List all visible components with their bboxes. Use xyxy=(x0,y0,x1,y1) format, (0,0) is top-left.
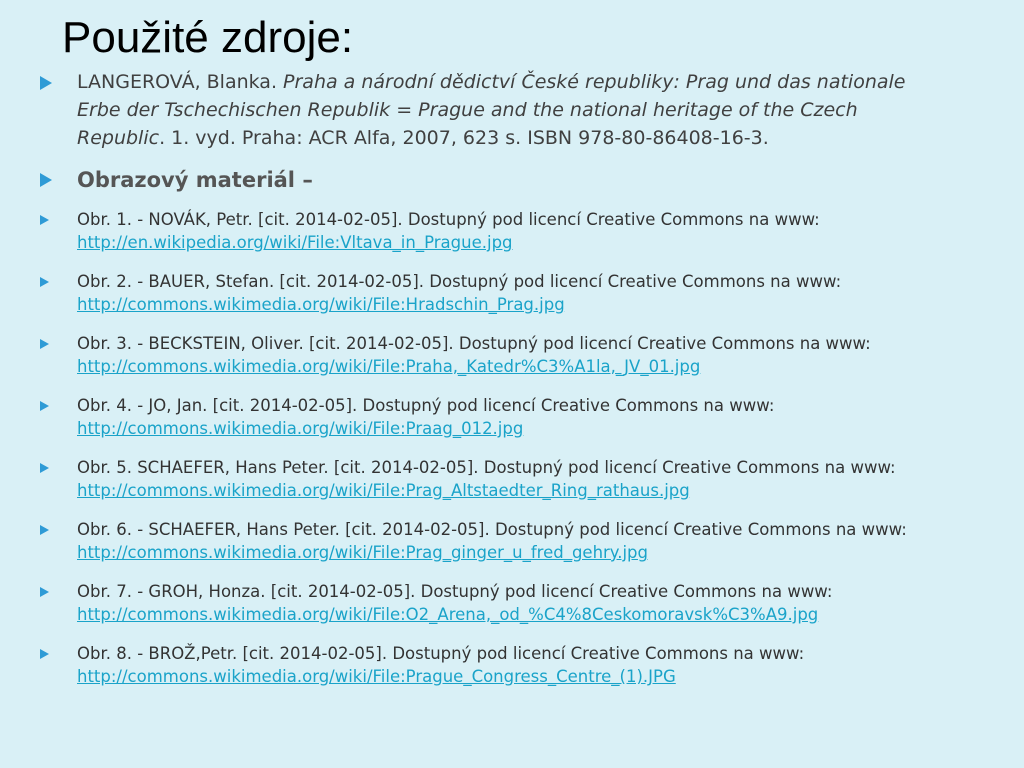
reference-details: . 1. vyd. Praha: ACR Alfa, 2007, 623 s. ISBN 978-80-86408-16-3. xyxy=(159,127,769,149)
image-reference-link[interactable]: http://commons.wikimedia.org/wiki/File:Prag_Altstaedter_Ring_rathaus.jpg xyxy=(77,481,690,500)
reference-title-line-2: Erbe der Tschechischen Republik = Prague and the national heritage of the Czech xyxy=(77,99,858,121)
primary-reference-line-1 xyxy=(77,68,905,96)
triangle-bullet-icon xyxy=(40,401,49,411)
image-reference-link[interactable]: http://commons.wikimedia.org/wiki/File:Praag_012.jpg xyxy=(77,419,524,438)
image-reference-text: Obr. 8. - BROŽ,Petr. [cit. 2014-02-05]. Dostupný pod licencí Creative Commons na www: xyxy=(77,644,805,663)
image-reference-link[interactable]: http://commons.wikimedia.org/wiki/File:Prague_Congress_Centre_(1).JPG xyxy=(77,667,676,686)
image-reference-text: Obr. 7. - GROH, Honza. [cit. 2014-02-05]. Dostupný pod licencí Creative Commons na www: xyxy=(77,582,833,601)
image-reference-text: Obr. 2. - BAUER, Stefan. [cit. 2014-02-05]. Dostupný pod licencí Creative Commons na www: xyxy=(77,272,842,291)
reference-author: LANGEROVÁ, Blanka. xyxy=(77,71,284,93)
triangle-bullet-icon xyxy=(40,215,49,225)
triangle-bullet-icon xyxy=(40,525,49,535)
image-reference-link[interactable]: http://commons.wikimedia.org/wiki/File:Prag_ginger_u_fred_gehry.jpg xyxy=(77,543,648,562)
primary-reference-line-3 xyxy=(77,124,905,152)
reference-title-line-1: Praha a národní dědictví České republiky: Prag und das nationale xyxy=(283,71,906,93)
triangle-bullet-icon xyxy=(40,277,49,287)
image-reference-text: Obr. 3. - BECKSTEIN, Oliver. [cit. 2014-02-05]. Dostupný pod licencí Creative Commons na www: xyxy=(77,334,871,353)
image-reference-text: Obr. 5. SCHAEFER, Hans Peter. [cit. 2014-02-05]. Dostupný pod licencí Creative Commons na www: xyxy=(77,458,896,477)
image-reference-link[interactable]: http://en.wikipedia.org/wiki/File:Vltava_in_Prague.jpg xyxy=(77,233,513,252)
triangle-bullet-icon xyxy=(40,339,49,349)
image-reference-link[interactable]: http://commons.wikimedia.org/wiki/File:Praha,_Katedr%C3%A1la,_JV_01.jpg xyxy=(77,357,701,376)
primary-reference-text xyxy=(77,68,905,152)
reference-title-line-3: Republic xyxy=(77,127,160,149)
triangle-bullet-icon xyxy=(40,76,52,90)
image-reference-text: Obr. 6. - SCHAEFER, Hans Peter. [cit. 2014-02-05]. Dostupný pod licencí Creative Commons na www: xyxy=(77,520,907,539)
image-reference-link[interactable]: http://commons.wikimedia.org/wiki/File:O2_Arena,_od_%C4%8Ceskomoravsk%C3%A9.jpg xyxy=(77,605,819,624)
triangle-bullet-icon xyxy=(40,587,49,597)
image-reference-text: Obr. 1. - NOVÁK, Petr. [cit. 2014-02-05]. Dostupný pod licencí Creative Commons na www: xyxy=(77,210,820,229)
image-reference-link[interactable]: http://commons.wikimedia.org/wiki/File:Hradschin_Prag.jpg xyxy=(77,295,565,314)
triangle-bullet-icon xyxy=(40,463,49,473)
triangle-bullet-icon xyxy=(40,649,49,659)
image-reference-text: Obr. 4. - JO, Jan. [cit. 2014-02-05]. Dostupný pod licencí Creative Commons na www: xyxy=(77,396,775,415)
section-heading: Obrazový materiál – xyxy=(77,168,313,192)
slide-title: Použité zdroje: xyxy=(62,13,354,62)
triangle-bullet-icon xyxy=(40,173,52,187)
